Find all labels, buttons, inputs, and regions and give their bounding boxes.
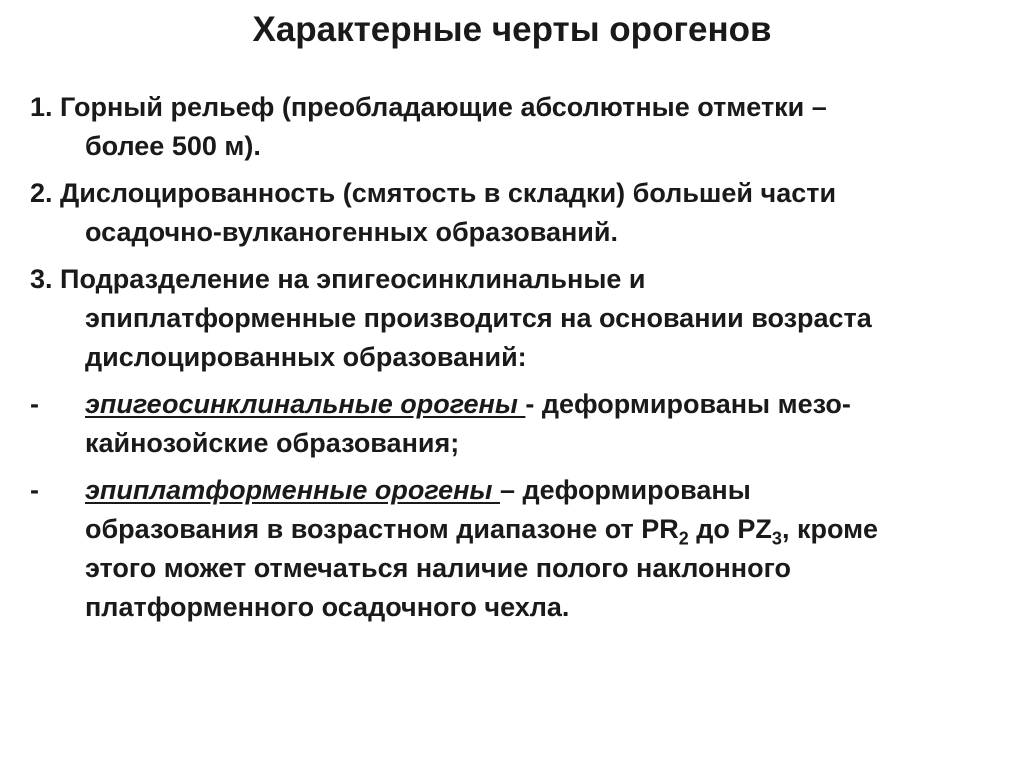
subscript: 2	[678, 528, 689, 549]
item-text-line: более 500 м).	[85, 131, 261, 161]
item-text-line: Подразделение на эпигеосинклинальные и	[60, 264, 646, 294]
dash-marker: -	[30, 475, 39, 505]
item-text-fragment: до PZ	[688, 514, 772, 544]
dash-item-1	[30, 385, 990, 463]
item-text-fragment: образования в возрастном диапазоне от PR	[85, 514, 679, 544]
item-text-line: эпиплатформенные производится на основании возраста	[85, 303, 872, 333]
dash-item-2	[30, 471, 990, 627]
item-text-line: – деформированы	[500, 475, 751, 505]
item-number: 1.	[30, 92, 53, 122]
list-item-2	[30, 174, 990, 252]
item-number: 3.	[30, 264, 53, 294]
item-text-line: дислоцированных образований:	[85, 342, 527, 372]
list-item-3	[30, 260, 990, 377]
item-text-line: кайнозойские образования;	[85, 428, 460, 458]
item-text-line: этого может отмечаться наличие полого наклонного	[85, 553, 791, 583]
slide-content	[30, 88, 990, 635]
list-item-1	[30, 88, 990, 166]
item-text-line: Горный рельеф (преобладающие абсолютные отметки –	[60, 92, 827, 122]
slide-title: Характерные черты орогенов	[252, 10, 772, 49]
item-number: 2.	[30, 178, 53, 208]
item-text-fragment: , кроме	[781, 514, 879, 544]
item-text-line: осадочно-вулканогенных образований.	[85, 217, 618, 247]
term-epiplatform: эпиплатформенные орогены	[85, 475, 500, 505]
item-text-line: - деформированы мезо-	[525, 389, 851, 419]
item-text-line: платформенного осадочного чехла.	[85, 592, 570, 622]
dash-marker: -	[30, 389, 39, 419]
subscript: 3	[771, 528, 782, 549]
item-text-line: Дислоцированность (смятость в складки) большей части	[60, 178, 837, 208]
term-epigeosynclinal: эпигеосинклинальные орогены	[85, 389, 526, 419]
